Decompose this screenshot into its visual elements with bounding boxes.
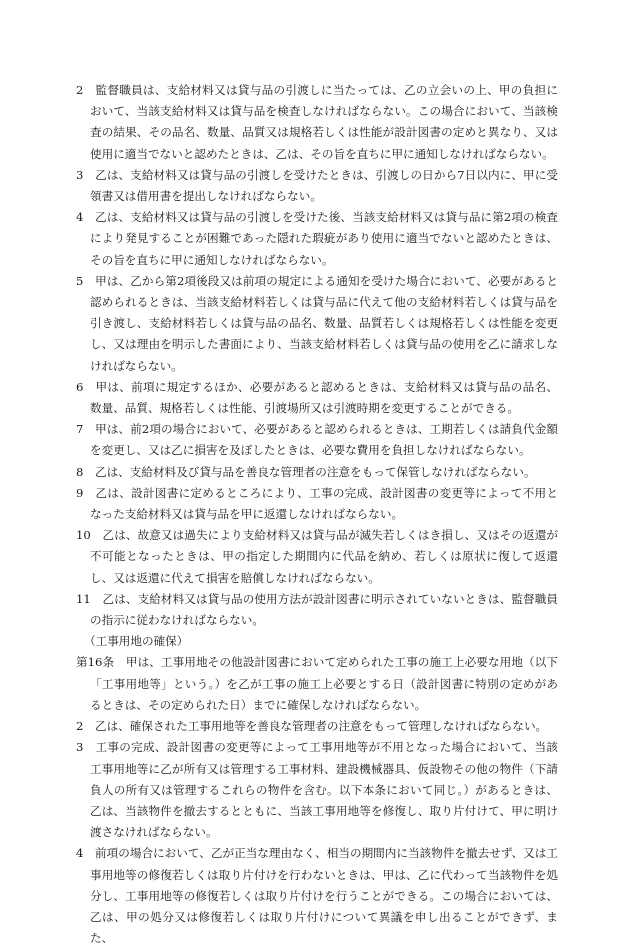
paragraph-15-9: 9 乙は、設計図書に定めるところにより、工事の完成、設計図書の変更等によって不用となった支給材料又は貸与品を甲に返還しなければならない。 xyxy=(76,485,558,522)
paragraph-15-2: 2 監督職員は、支給材料又は貸与品の引渡しに当たっては、乙の立会いの上、甲の負担において、当該支給材料又は貸与品を検査しなければならない。この場合において、当該検査の結果、その品名、数量、品質又は規格若しくは性能が設計図書の定めと異なり、又は使用に適当でないと認めたときは、乙は、その旨を直ちに甲に通知しなければならない。 xyxy=(76,83,558,161)
paragraph-16-2: 2 乙は、確保された工事用地等を善良な管理者の注意をもって管理しなければならない。 xyxy=(76,719,548,734)
paragraph-15-3: 3 乙は、支給材料又は貸与品の引渡しを受けたときは、引渡しの日から7日以内に、甲に受領書又は借用書を提出しなければならない。 xyxy=(76,167,558,204)
paragraph-15-7: 7 甲は、前2項の場合において、必要があると認められるときは、工期若しくは請負代金額を変更し、又は乙に損害を及ぼしたときは、必要な費用を負担しなければならない。 xyxy=(76,422,558,458)
paragraph-15-6: 6 甲は、前項に規定するほか、必要があると認めるときは、支給材料又は貸与品の品名、数量、品質、規格若しくは性能、引渡場所又は引渡時期を変更することができる。 xyxy=(76,379,558,416)
paragraph-16-4: 4 前項の場合において、乙が正当な理由なく、相当の期間内に当該物件を撤去せず、又は工事用地等の修復若しくは取り片付けを行わないときは、甲は、乙に代わって当該物件を処分し、工事用地等の修復若しくは取り片付けを行うことができる。この場合においては、乙は、甲の処分又は修復若しくは取り片付けについて異議を申し出ることができず、また、 xyxy=(76,846,558,946)
article-16-heading: （工事用地の確保） xyxy=(84,634,189,649)
paragraph-15-8: 8 乙は、支給材料及び貸与品を善良な管理者の注意をもって保管しなければならない。 xyxy=(76,464,536,479)
paragraph-15-4: 4 乙は、支給材料又は貸与品の引渡しを受けた後、当該支給材料又は貸与品に第2項の検査により発見することが困難であった隠れた瑕疵があり使用に適当でないと認めたときは、その旨を直ちに甲に通知しなければならない。 xyxy=(76,210,558,267)
article-16-main: 第16条 甲は、工事用地その他設計図書において定められた工事の施工上必要な用地（以下「工事用地等」という。）を乙が工事の施工上必要とする日（設計図書に特別の定めがあるときは、その定められた日）までに確保しなければならない。 xyxy=(76,655,558,712)
paragraph-15-11: 11 乙は、支給材料又は貸与品の使用方法が設計図書に明示されていないときは、監督職員の指示に従わなければならない。 xyxy=(76,591,558,628)
paragraph-16-3: 3 工事の完成、設計図書の変更等によって工事用地等が不用となった場合において、当該工事用地等に乙が所有又は管理する工事材料、建設機械器具、仮設物その他の物件（下請負人の所有又は管理するこれらの物件を含む。以下本条において同じ。）があるときは、乙は、当該物件を撤去するとともに、当該工事用地等を修復し、取り片付けて、甲に明け渡さなければならない。 xyxy=(76,740,558,840)
paragraph-15-10: 10 乙は、故意又は過失により支給材料又は貸与品が滅失若しくはき損し、又はその返還が不可能となったときは、甲の指定した期間内に代品を納め、若しくは原状に復して返還し、又は返還に代えて損害を賠償しなければならない。 xyxy=(76,528,558,585)
document-body xyxy=(76,80,558,949)
paragraph-15-5: 5 甲は、乙から第2項後段又は前項の規定による通知を受けた場合において、必要があると認められるときは、当該支給材料若しくは貸与品に代えて他の支給材料若しくは貸与品を引き渡し、支給材料若しくは貸与品の品名、数量、品質若しくは規格若しくは性能を変更し、又は理由を明示した書面により、当該支給材料若しくは貸与品の使用を乙に請求しなければならない。 xyxy=(76,273,558,373)
